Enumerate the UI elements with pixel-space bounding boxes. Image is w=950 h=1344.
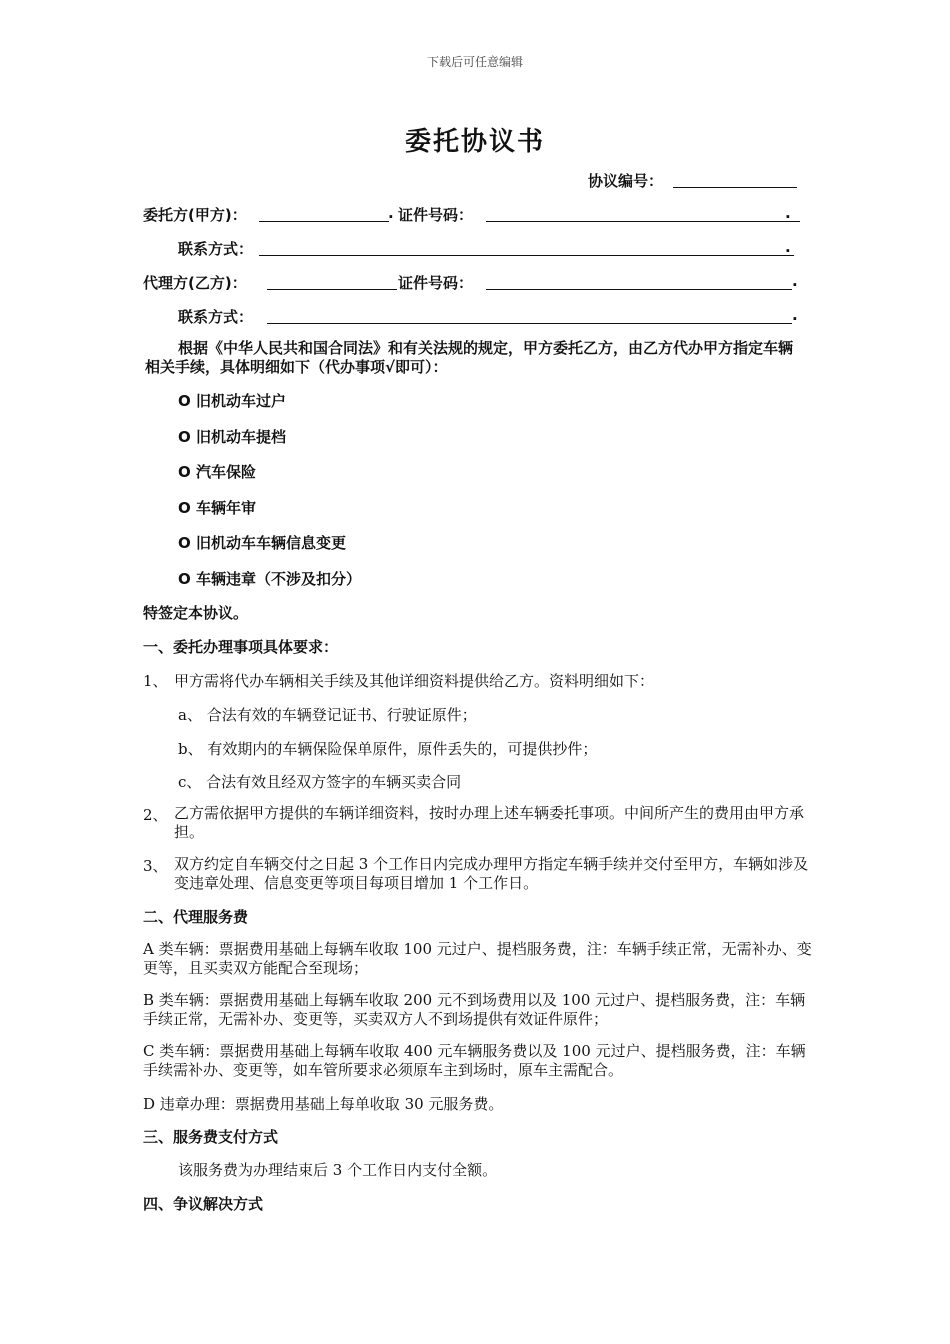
party-b-id-field[interactable] <box>486 289 792 290</box>
party-a-contact-field[interactable] <box>259 255 794 256</box>
party-a-id-field[interactable] <box>486 221 800 222</box>
option-info-change[interactable]: O 旧机动车车辆信息变更 <box>178 534 346 552</box>
agreement-no-label: 协议编号： <box>588 172 664 190</box>
party-a-contact-label: 联系方式： <box>178 240 254 258</box>
party-b-contact-label: 联系方式： <box>178 308 254 326</box>
option-insurance[interactable]: O 汽车保险 <box>178 463 256 481</box>
section-4-heading: 四、争议解决方式 <box>143 1195 264 1213</box>
party-a-label: 委托方(甲方)： <box>143 206 247 224</box>
party-b-name-field[interactable] <box>267 289 397 290</box>
option-violation[interactable]: O 车辆违章（不涉及扣分） <box>178 570 361 588</box>
header-note: 下载后可任意编辑 <box>426 55 523 69</box>
sec1-p3-number: 3、 <box>143 857 168 875</box>
fee-class-a: A 类车辆：票据费用基础上每辆车收取 100 元过户、提档服务费，注：车辆手续正常，无需补办、变更等，且买卖双方能配合至现场； <box>143 940 812 977</box>
sec1-p1-number: 1、 <box>143 672 168 690</box>
party-b-contact-dot: . <box>792 306 798 324</box>
document-title: 委托协议书 <box>404 127 545 157</box>
fee-class-c: C 类车辆：票据费用基础上每辆车收取 400 元车辆服务费以及 100 元过户、提档服务费，注：车辆手续需补办、变更等，如车管所要求必须原车主到场时，原车主需配合。 <box>143 1042 806 1079</box>
party-b-contact-field[interactable] <box>267 323 792 324</box>
party-a-id-label: 证件号码： <box>398 206 474 224</box>
section-3-heading: 三、服务费支付方式 <box>143 1128 279 1146</box>
party-b-label: 代理方(乙方)： <box>143 274 247 292</box>
sec1-sub-b: b、 有效期内的车辆保险保单原件，原件丢失的，可提供抄件； <box>178 740 598 758</box>
party-a-name-field[interactable] <box>259 221 389 222</box>
fee-class-b: B 类车辆：票据费用基础上每辆车收取 200 元不到场费用以及 100 元过户、提档服务费，注：车辆手续正常，无需补办、变更等，买卖双方人不到场提供有效证件原件； <box>143 991 806 1028</box>
intro-paragraph: 根据《中华人民共和国合同法》和有关法规的规定，甲方委托乙方，由乙方代办甲方指定车辆相关手续，具体明细如下（代办事项√即可）： <box>145 339 794 376</box>
section-2-heading: 二、代理服务费 <box>143 908 249 926</box>
option-file-extract[interactable]: O 旧机动车提档 <box>178 428 286 446</box>
sec1-p2-text: 乙方需依据甲方提供的车辆详细资料，按时办理上述车辆委托事项。中间所产生的费用由甲方承担。 <box>174 804 805 841</box>
section-1-heading: 一、委托办理事项具体要求： <box>143 638 339 656</box>
sec1-sub-a: a、 合法有效的车辆登记证书、行驶证原件； <box>178 706 477 724</box>
agreement-no-field[interactable] <box>673 187 797 188</box>
party-a-dot: . <box>388 204 394 222</box>
option-annual-inspection[interactable]: O 车辆年审 <box>178 499 256 517</box>
fee-class-d: D 违章办理：票据费用基础上每单收取 30 元服务费。 <box>143 1095 504 1113</box>
party-a-contact-dot: . <box>785 238 791 256</box>
party-a-id-dot: . <box>785 204 791 222</box>
party-b-id-label: 证件号码： <box>398 274 474 292</box>
sec1-p2-number: 2、 <box>143 806 168 824</box>
payment-text: 该服务费为办理结束后 3 个工作日内支付全额。 <box>178 1161 498 1179</box>
option-transfer[interactable]: O 旧机动车过户 <box>178 392 286 410</box>
special-note: 特签定本协议。 <box>143 604 249 622</box>
sec1-sub-c: c、 合法有效且经双方签字的车辆买卖合同 <box>178 773 462 791</box>
sec1-p1-text: 甲方需将代办车辆相关手续及其他详细资料提供给乙方。资料明细如下： <box>174 672 655 690</box>
sec1-p3-text: 双方约定自车辆交付之日起 3 个工作日内完成办理甲方指定车辆手续并交付至甲方，车辆如涉及变违章处理、信息变更等项目每项目增加 1 个工作日。 <box>174 855 809 892</box>
party-b-id-dot: . <box>792 272 798 290</box>
